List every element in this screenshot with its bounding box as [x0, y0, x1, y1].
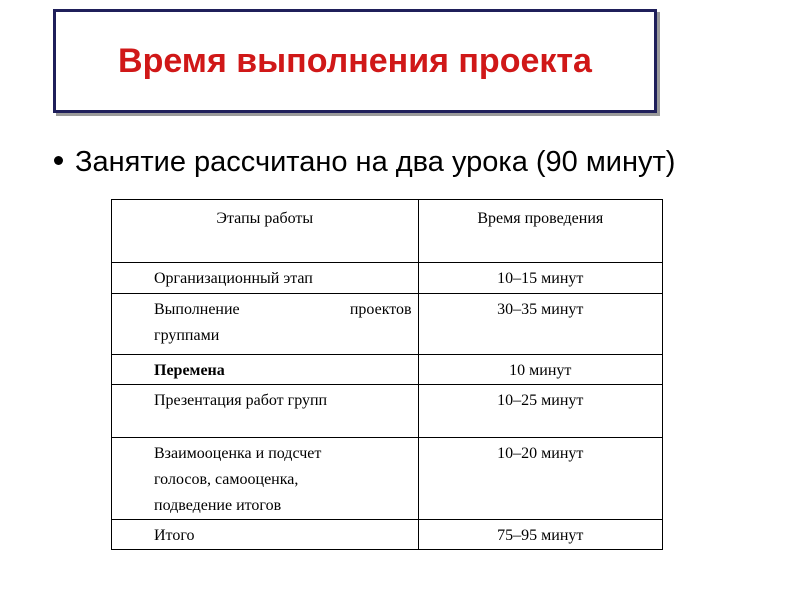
- time-cell: [418, 438, 662, 520]
- stage-label: Перемена: [154, 362, 225, 379]
- time-cell: [418, 294, 662, 355]
- stage-cell: [112, 520, 419, 550]
- title-box: [53, 9, 657, 113]
- slide-title: Время выполнения проекта: [118, 41, 592, 80]
- stage-label: Организационный этап: [154, 270, 313, 287]
- time-label: 10–15 минут: [497, 270, 584, 287]
- table-row: [112, 520, 663, 550]
- time-label: 75–95 минут: [497, 527, 584, 544]
- time-cell: [418, 520, 662, 550]
- bullet-point: [54, 146, 675, 179]
- time-label: 30–35 минут: [497, 301, 584, 318]
- time-cell: [418, 263, 662, 294]
- stage-label: [112, 438, 418, 519]
- table-header-row: [112, 200, 663, 263]
- header-time-label: Время проведения: [477, 210, 604, 227]
- header-time: [418, 200, 662, 263]
- table-row: [112, 385, 663, 438]
- bullet-icon: [54, 156, 63, 165]
- time-label: 10–25 минут: [497, 392, 584, 409]
- time-cell: [418, 355, 662, 385]
- stage-cell: [112, 438, 419, 520]
- stage-cell: [112, 385, 419, 438]
- stage-label: Итого: [154, 527, 195, 544]
- header-stages: [112, 200, 419, 263]
- stage-cell: [112, 294, 419, 355]
- table-row: [112, 294, 663, 355]
- bullet-text: Занятие рассчитано на два урока (90 минут): [75, 146, 676, 178]
- stage-label: [112, 294, 418, 349]
- stage-label-line: группами: [154, 327, 220, 344]
- table-row: [112, 355, 663, 385]
- time-label: 10 минут: [509, 362, 572, 379]
- schedule-table: [111, 199, 663, 550]
- time-label: 10–20 минут: [497, 445, 584, 462]
- stage-label-line: голосов, самооценка,: [154, 471, 299, 488]
- stage-cell: [112, 263, 419, 294]
- stage-label-line: подведение итогов: [154, 497, 282, 514]
- stage-label-part: проектов: [349, 301, 412, 318]
- stage-cell: [112, 355, 419, 385]
- header-stages-label: Этапы работы: [216, 210, 314, 227]
- stage-label-part: Выполнение: [154, 301, 240, 318]
- stage-label: Презентация работ групп: [154, 392, 328, 409]
- table-row: [112, 263, 663, 294]
- time-cell: [418, 385, 662, 438]
- table-row: [112, 438, 663, 520]
- stage-label-line: Взаимооценка и подсчет: [154, 445, 322, 462]
